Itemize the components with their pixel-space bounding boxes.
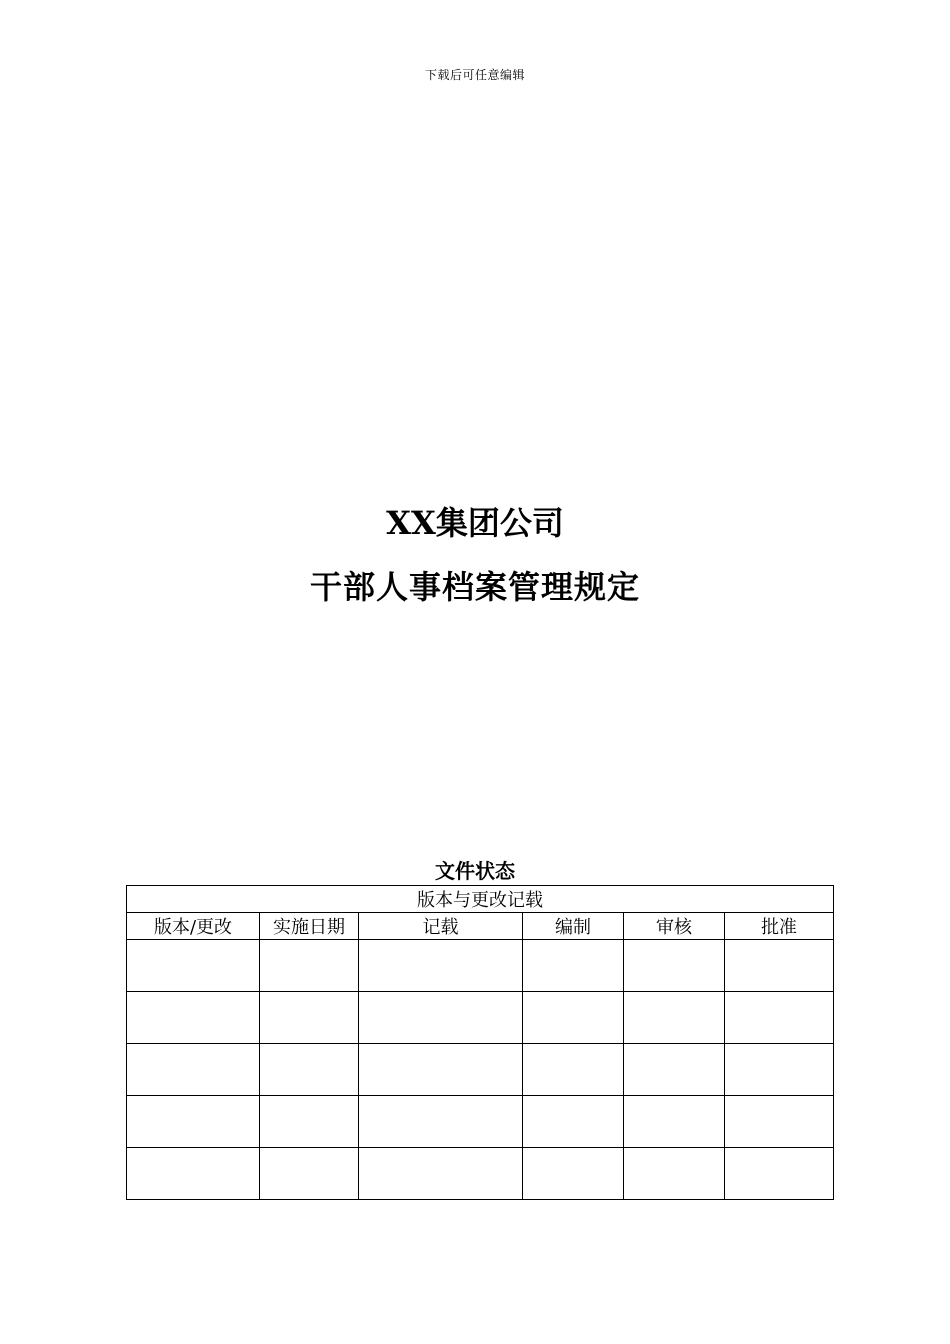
table-row [127,1148,834,1200]
table-cell [359,1044,523,1096]
table-cell [260,992,359,1044]
table-cell [725,940,834,992]
table-cell [260,940,359,992]
table-cell [624,1096,725,1148]
table-cell [725,1044,834,1096]
table-cell [624,1148,725,1200]
table-cell [127,940,260,992]
table-cell [725,1148,834,1200]
table-caption: 版本与更改记载 [127,886,834,913]
table-cell [260,1044,359,1096]
column-header-review: 审核 [624,913,725,940]
table-cell [523,1096,624,1148]
table-row [127,940,834,992]
document-title-regulation: 干部人事档案管理规定 [309,568,640,606]
table-caption-row [127,886,834,913]
version-record-table [126,885,834,1200]
table-cell [725,1096,834,1148]
table-cell [624,992,725,1044]
table-cell [624,1044,725,1096]
table-cell [523,992,624,1044]
table-cell [725,992,834,1044]
table-header-row [127,913,834,940]
table-cell [127,1148,260,1200]
table-cell [523,1148,624,1200]
table-row [127,1096,834,1148]
table-cell [523,940,624,992]
table-cell [359,940,523,992]
document-title-company: XX集团公司 [386,504,564,542]
column-header-version: 版本/更改 [127,913,260,940]
column-header-author: 编制 [523,913,624,940]
table-cell [624,940,725,992]
table-cell [260,1096,359,1148]
table-cell [523,1044,624,1096]
table-cell [359,992,523,1044]
column-header-date: 实施日期 [260,913,359,940]
table-cell [359,1148,523,1200]
table-row [127,1044,834,1096]
column-header-record: 记载 [359,913,523,940]
file-status-heading: 文件状态 [435,859,515,883]
header-note: 下载后可任意编辑 [424,68,525,82]
table-cell [359,1096,523,1148]
table-row [127,992,834,1044]
table-cell [260,1148,359,1200]
table-cell [127,1044,260,1096]
table-cell [127,992,260,1044]
column-header-approve: 批准 [725,913,834,940]
table-cell [127,1096,260,1148]
